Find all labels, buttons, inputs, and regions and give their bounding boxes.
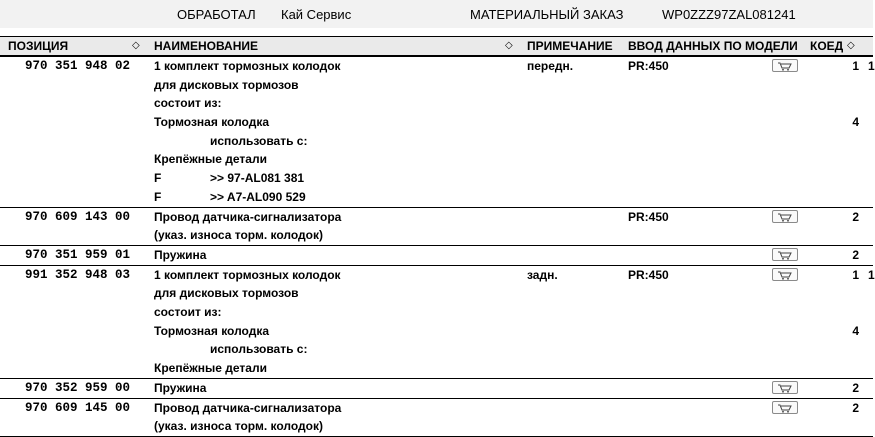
quantity-value: 2: [852, 380, 859, 395]
quantity-value: [818, 303, 859, 322]
quantity-value: [818, 359, 859, 378]
quantity-value: [818, 169, 859, 188]
add-to-cart-button[interactable]: [772, 59, 798, 72]
column-position[interactable]: ПОЗИЦИЯ: [8, 39, 69, 53]
model-text: PR:450: [628, 209, 669, 224]
description-line: [154, 226, 341, 245]
table-row[interactable]: [0, 246, 873, 266]
line-text: Крепёжные детали: [154, 152, 267, 167]
model-text: PR:450: [628, 267, 669, 282]
part-number: 991 352 948 03: [25, 267, 131, 282]
cart-icon: [773, 270, 797, 280]
line-prefix: F: [154, 189, 162, 204]
description-line: [154, 76, 341, 95]
part-description: [154, 379, 206, 398]
table-row[interactable]: [0, 266, 873, 379]
description-line: [154, 284, 341, 303]
line-text: Тормозная колодка: [154, 115, 270, 130]
quantity-value: [818, 188, 859, 207]
model-data: [628, 57, 669, 76]
model-data: [628, 266, 669, 285]
quantity-value: [818, 76, 859, 95]
cart-icon: [773, 250, 797, 260]
cart-icon: [773, 383, 797, 393]
line-text: состоит из:: [154, 305, 222, 320]
quantity-value: 2: [852, 209, 859, 224]
column-model[interactable]: ВВОД ДАННЫХ ПО МОДЕЛИ: [628, 39, 798, 53]
line-text: (указ. износа торм. колодок): [154, 228, 323, 243]
line-prefix: F: [154, 171, 162, 186]
description-line: [154, 379, 206, 398]
quantity-value: [818, 94, 859, 113]
quantity: [818, 57, 859, 207]
processed-by-label: ОБРАБОТАЛ: [177, 7, 256, 22]
cart-icon: [773, 61, 797, 71]
note-text: задн.: [527, 267, 558, 282]
sort-qty-icon[interactable]: ◇: [847, 40, 855, 51]
description-line: [154, 113, 341, 132]
column-name[interactable]: НАИМЕНОВАНИЕ: [154, 39, 258, 53]
part-note: [527, 266, 558, 285]
parts-table: [0, 57, 873, 437]
quantity-value: [818, 284, 859, 303]
description-line: [154, 208, 341, 227]
part-note: [527, 57, 573, 76]
note-text: передн.: [527, 59, 574, 73]
quantity-value: 2: [852, 247, 859, 262]
table-row[interactable]: [0, 399, 873, 437]
line-text: >> A7-AL090 529: [210, 189, 306, 204]
line-text: (указ. износа торм. колодок): [154, 419, 323, 434]
description-line: [154, 188, 341, 207]
order-title: МАТЕРИАЛЬНЫЙ ЗАКАЗ: [470, 7, 624, 22]
add-to-cart-button[interactable]: [772, 248, 798, 261]
quantity-value: [818, 417, 859, 436]
table-row[interactable]: [0, 379, 873, 399]
description-line: [154, 340, 341, 359]
sort-position-icon[interactable]: ◇: [132, 40, 140, 51]
part-number: 970 351 959 01: [25, 247, 131, 262]
line-text: состоит из:: [154, 96, 222, 111]
line-text: Пружина: [154, 247, 207, 262]
description-line: [154, 150, 341, 169]
line-text: 1 комплект тормозных колодок: [154, 267, 341, 282]
description-line: [154, 303, 341, 322]
part-number: 970 351 948 02: [25, 59, 131, 73]
add-to-cart-button[interactable]: [772, 401, 798, 414]
model-data: [628, 208, 669, 227]
quantity: [818, 266, 859, 378]
quantity-value: [818, 150, 859, 169]
line-text: Крепёжные детали: [154, 361, 267, 376]
description-line: [154, 266, 341, 285]
clipped-value: 1: [868, 59, 875, 73]
quantity: [818, 246, 859, 265]
table-row[interactable]: [0, 57, 873, 208]
part-description: [154, 57, 341, 207]
part-description: [154, 208, 341, 245]
quantity-value: [818, 226, 859, 245]
table-row[interactable]: [0, 208, 873, 246]
part-description: [154, 266, 341, 378]
line-text: 1 комплект тормозных колодок: [154, 59, 341, 73]
line-text: Пружина: [154, 380, 207, 395]
line-text: использовать с:: [210, 133, 308, 148]
quantity-value: [818, 340, 859, 359]
quantity-value: 1: [852, 59, 859, 73]
cart-icon: [773, 212, 797, 222]
add-to-cart-button[interactable]: [772, 268, 798, 281]
part-number: 970 609 143 00: [25, 209, 131, 224]
quantity: [818, 208, 859, 245]
description-line: [154, 132, 341, 151]
column-note[interactable]: ПРИМЕЧАНИЕ: [527, 39, 613, 53]
description-line: [154, 359, 341, 378]
model-text: PR:450: [628, 59, 669, 73]
quantity-value: 4: [852, 323, 859, 338]
part-number: 970 609 145 00: [25, 400, 131, 415]
quantity-value: 2: [852, 400, 859, 415]
add-to-cart-button[interactable]: [772, 210, 798, 223]
quantity-value: [818, 132, 859, 151]
processed-by-value: Кай Сервис: [281, 7, 352, 22]
clipped-value: 1: [868, 267, 875, 282]
part-number: 970 352 959 00: [25, 380, 131, 395]
description-line: [154, 322, 341, 341]
quantity: [818, 379, 859, 398]
quantity: [818, 399, 859, 436]
line-text: Провод датчика-сигнализатора: [154, 400, 342, 415]
document-header: [0, 0, 873, 28]
description-line: [154, 399, 341, 418]
table-header: [0, 36, 873, 57]
sort-name-icon[interactable]: ◇: [505, 40, 513, 51]
description-line: [154, 246, 206, 265]
part-description: [154, 399, 341, 436]
cart-icon: [773, 403, 797, 413]
line-text: Провод датчика-сигнализатора: [154, 209, 342, 224]
line-text: использовать с:: [210, 342, 308, 357]
column-qty[interactable]: КОЕД: [810, 39, 844, 53]
quantity-value: 4: [852, 115, 859, 130]
line-text: для дисковых тормозов: [154, 286, 299, 301]
description-line: [154, 57, 341, 76]
add-to-cart-button[interactable]: [772, 381, 798, 394]
line-text: Тормозная колодка: [154, 323, 270, 338]
description-line: [154, 169, 341, 188]
part-description: [154, 246, 206, 265]
line-text: >> 97-AL081 381: [210, 171, 305, 186]
quantity-value: 1: [852, 267, 859, 282]
line-text: для дисковых тормозов: [154, 77, 299, 92]
order-number: WP0ZZZ97ZAL081241: [662, 7, 796, 22]
description-line: [154, 94, 341, 113]
description-line: [154, 417, 341, 436]
